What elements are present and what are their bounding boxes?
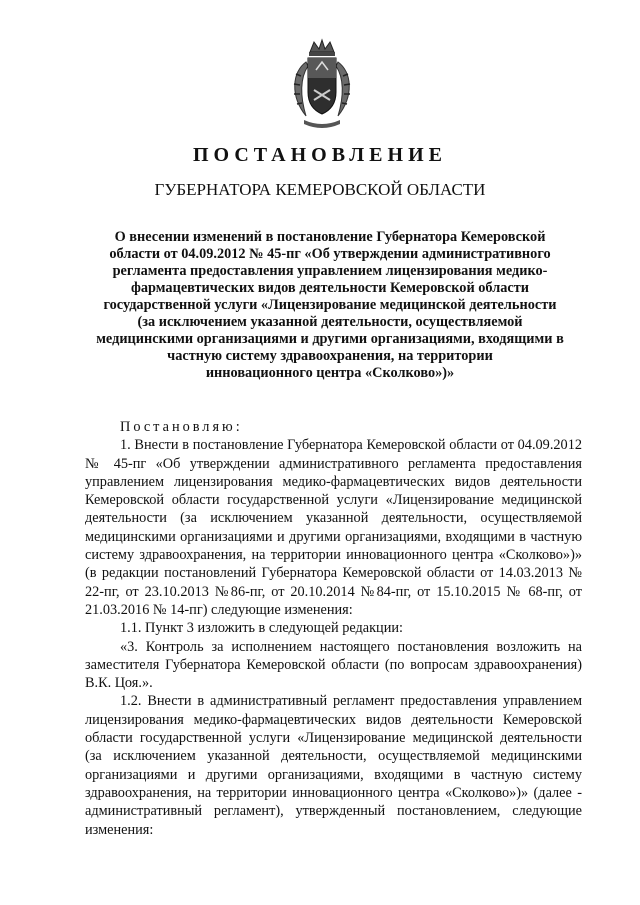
title-line: регламента предоставления управлением лицензирования медико- <box>112 263 548 279</box>
title-line: О внесении изменений в постановление Губернатора Кемеровской <box>114 229 546 245</box>
document-body <box>85 418 582 839</box>
title-line: (за исключением указанной деятельности, осуществляемой <box>137 314 523 330</box>
paragraph-1-1-quote: «3. Контроль за исполнением настоящего постановления возложить на заместителя Губернатора Кемеровской области (по вопросам здравоохранения) В.К. Цоя.». <box>85 638 582 692</box>
intro-paragraph: Постановляю: <box>120 419 243 435</box>
title-line: частную систему здравоохранения, на территории <box>167 348 493 364</box>
title-line: государственной услуги «Лицензирование медицинской деятельности <box>103 297 557 313</box>
title-line: инновационного центра «Сколково»)» <box>205 365 455 381</box>
document-title <box>80 229 580 382</box>
title-line: области от 04.09.2012 № 45-пг «Об утверждении административного <box>109 246 551 262</box>
title-line: фармацевтических видов деятельности Кемеровской области <box>131 280 529 296</box>
issuer-title: ГУБЕРНАТОРА КЕМЕРОВСКОЙ ОБЛАСТИ <box>154 180 486 199</box>
kemerovo-coat-of-arms-icon <box>286 38 358 130</box>
paragraph-1-1: 1.1. Пункт 3 изложить в следующей редакции: <box>120 620 403 637</box>
document-type: ПОСТАНОВЛЕНИЕ <box>193 144 447 166</box>
paragraph-1: 1. Внести в постановление Губернатора Кемеровской области от 04.09.2012 № 45-пг «Об утверждении административного регламента предоставления управлением лицензирования медико-фармацевтических видов деятельности Кемеровской области государственной услуги «Лицензирование медицинской деятельности (за исключением указанной деятельности, осуществляемой медицинскими организациями и другими организациями, входящими в частную систему здравоохранения, на территории инновационного центра «Сколково»)» (в редакции постановлений Губернатора Кемеровской области от 14.03.2013 № 22-пг, от 23.10.2013 №86-пг, от 20.10.2014 №84-пг, от 15.10.2015 № 68-пг, от 21.03.2016 № 14-пг) следующие изменения: <box>85 437 582 618</box>
paragraph-1-2: 1.2. Внести в административный регламент предоставления управлением лицензирования медико-фармацевтических видов деятельности Кемеровской области государственной услуги «Лицензирование медицинской деятельности (за исключением указанной деятельности, осуществляемой медицинскими организациями и другими организациями, входящими в частную систему здравоохранения, на территории инновационного центра «Сколково»)» (далее - административный регламент), утвержденный постановлением, следующие изменения: <box>85 693 582 838</box>
title-line: медицинскими организациями и другими организациями, входящими в <box>96 331 564 347</box>
